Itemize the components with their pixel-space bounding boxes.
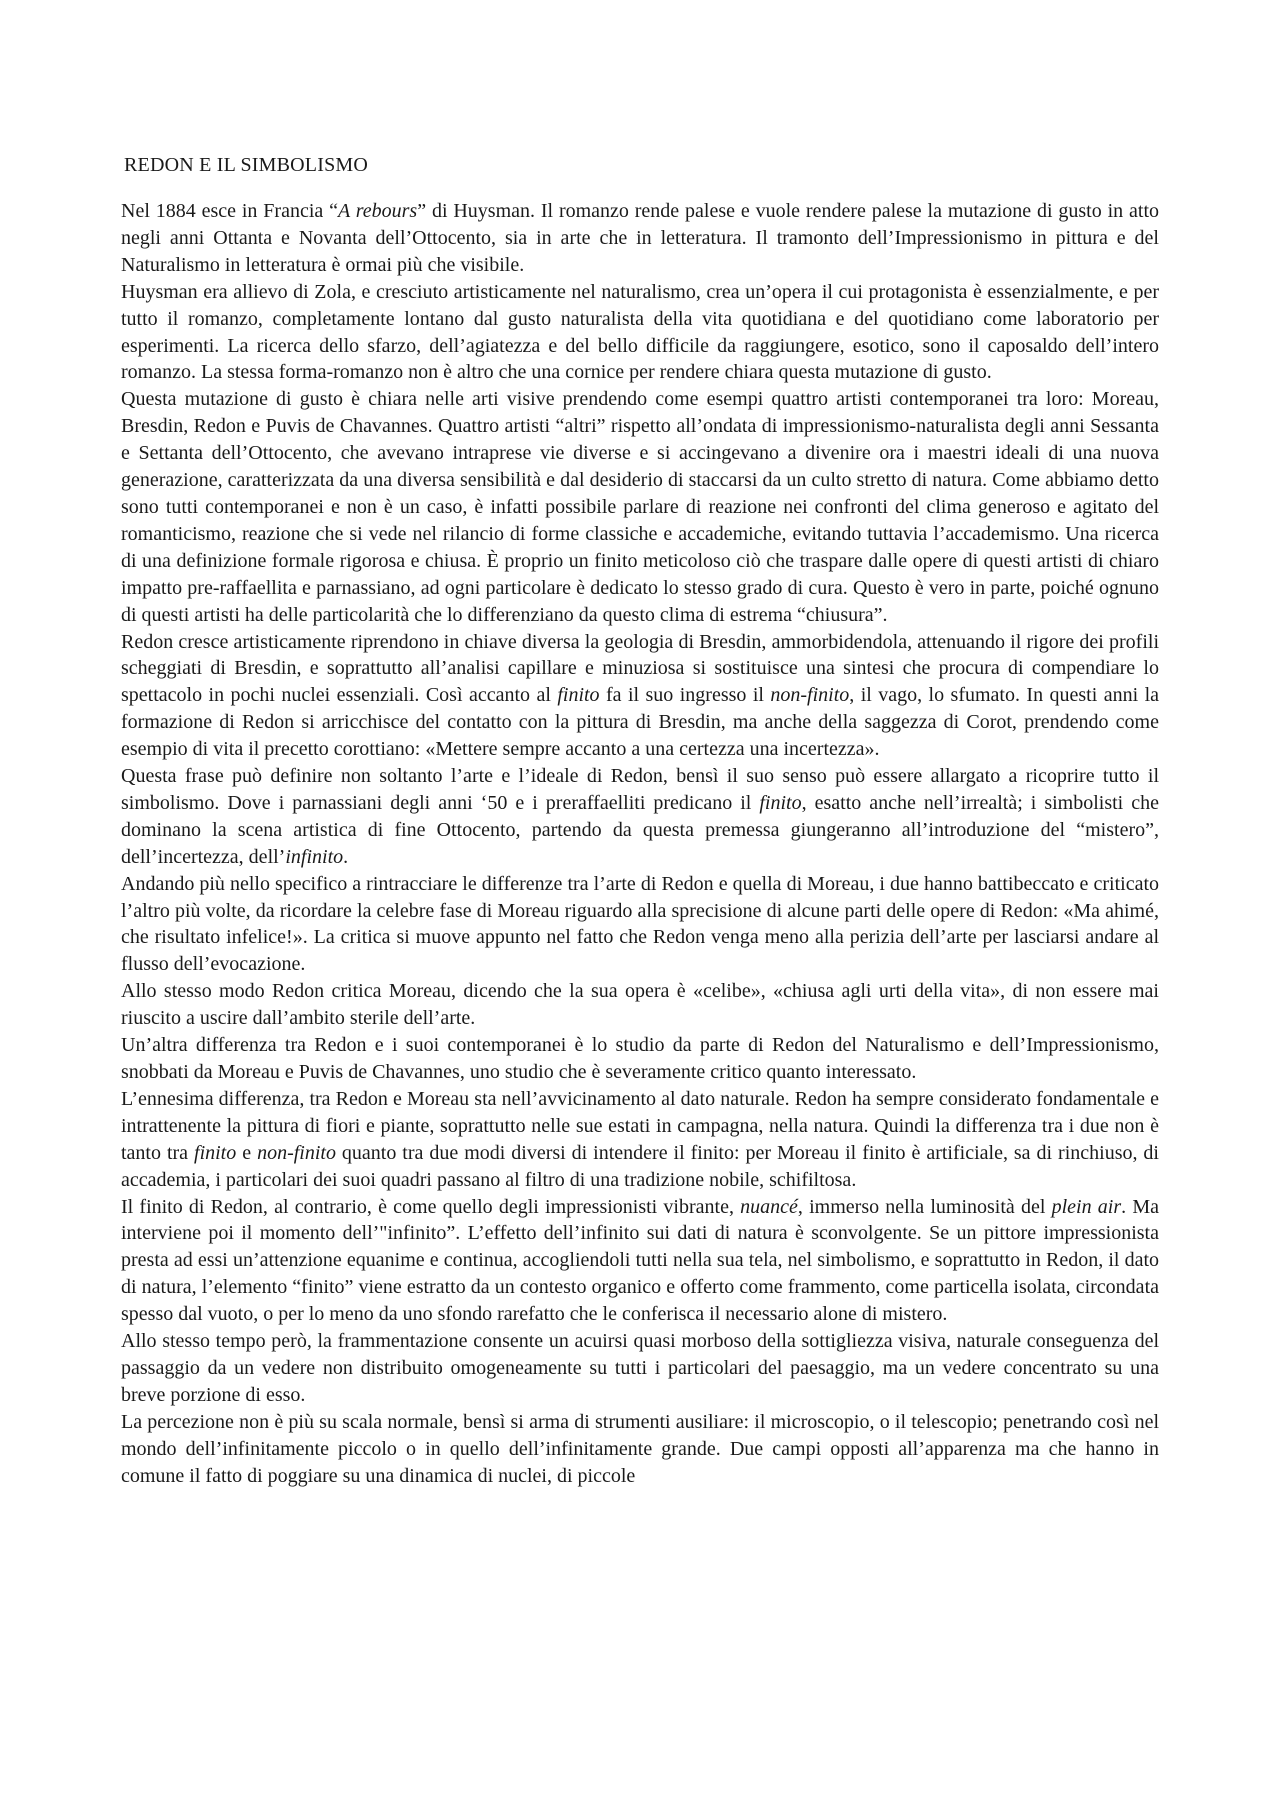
paragraph xyxy=(121,871,1159,979)
paragraph xyxy=(121,763,1159,871)
document-body xyxy=(121,198,1159,1490)
paragraph xyxy=(121,386,1159,628)
text-run: Andando più nello specifico a rintracciare le differenze tra l’arte di Redon e quella di Moreau, i due hanno battibeccato e criticato l’altro più volte, da ricordare la celebre fase di Moreau riguardo alla sprecisione di alcune parti delle opere di Redon: «Ma ahimé, che risultato infelice!». La critica si muove appunto nel fatto che Redon venga meno alla perizia dell’arte per lasciarsi andare al flusso dell’evocazione. xyxy=(121,872,1159,976)
text-run: Allo stesso tempo però, la frammentazione consente un acuirsi quasi morboso della sottigliezza visiva, naturale conseguenza del passaggio da un vedere non distribuito omogeneamente su tutti i particolari del paesaggio, ma un vedere concentrato su una breve porzione di esso. xyxy=(121,1330,1159,1406)
text-run: . Ma interviene poi il momento dell’"infinito”. L’effetto dell’infinito sui dati di natura è sconvolgente. Se un pittore impressionista presta ad essi un’attenzione equanime e continua, accogliendoli tutti nella sua tela, nel simbolismo, e soprattutto in Redon, il dato di natura, l’elemento “finito” viene estratto da un contesto organico e offerto come frammento, come particella isolata, circondata spesso dal vuoto, o per lo meno da uno sfondo rarefatto che le conferisca il necessario alone di mistero. xyxy=(121,1195,1159,1326)
text-run: Questa mutazione di gusto è chiara nelle arti visive prendendo come esempi quattro artisti contemporanei tra loro: Moreau, Bresdin, Redon e Puvis de Chavannes. Quattro artisti “altri” rispetto all’ondata di impressionismo-naturalista degli anni Sessanta e Settanta dell’Ottocento, che avevano intraprese vie diverse e si accingevano a divenire ora i maestri ideali di una nuova generazione, caratterizzata da una diversa sensibilità e dal desiderio di staccarsi da un culto stretto di natura. Come abbiamo detto sono tutti contemporanei e non è un caso, è infatti possibile parlare di reazione nei confronti del clima generoso e agitato del romanticismo, reazione che si vede nel rilancio di forme classiche e accademiche, evitando tuttavia l’accademismo. Una ricerca di una definizione formale rigorosa e chiusa. È proprio un finito meticoloso ciò che traspare dalle opere di questi artisti di chiaro impatto pre-raffaellita e parnassiano, ad ogni particolare è dedicato lo stesso grado di cura. Questo è vero in parte, poiché ognuno di questi artisti ha delle particolarità che lo differenziano da questo clima di estrema “chiusura”. xyxy=(121,388,1159,626)
italic-text: non-finito xyxy=(257,1141,336,1164)
paragraph xyxy=(121,978,1159,1032)
italic-text: finito xyxy=(557,684,600,707)
italic-text: nuancé xyxy=(740,1195,798,1218)
italic-text: A rebours xyxy=(338,200,418,222)
paragraph xyxy=(121,279,1159,387)
text-run: ” di Huysman. Il romanzo rende palese e vuole rendere palese la mutazione di gusto in atto negli anni Ottanta e Novanta dell’Ottocento, sia in arte che in letteratura. Il tramonto dell’Impressionismo in pittura e del Naturalismo in letteratura è ormai più che visibile. xyxy=(121,200,1160,276)
text-run: Un’altra differenza tra Redon e i suoi contemporanei è lo studio da parte di Redon del Naturalismo e dell’Impressionismo, snobbati da Moreau e Puvis de Chavannes, uno studio che è severamente critico quanto interessato. xyxy=(121,1034,1159,1083)
text-run: L’ennesima differenza, tra Redon e Moreau sta nell’avvicinamento al dato naturale. Redon ha sempre considerato fondamentale e intrattenente la pittura di fiori e piante, soprattutto nelle sue estati in campagna, nella natura. Quindi la differenza tra i due non è tanto tra xyxy=(121,1087,1159,1164)
text-run: fa il suo ingresso il xyxy=(599,684,771,707)
italic-text: finito xyxy=(759,791,802,814)
text-run: , esatto anche nell’irrealtà; i simbolisti che dominano la scena artistica di fine Ottocento, partendo da questa premessa giungeranno all’introduzione del “mistero”, dell’incertezza, dell’ xyxy=(121,791,1159,868)
paragraph xyxy=(121,1328,1159,1409)
text-run: Huysman era allievo di Zola, e cresciuto artisticamente nel naturalismo, crea un’opera il cui protagonista è essenzialmente, e per tutto il romanzo, completamente lontano dal gusto naturalista della vita quotidiana e del quotidiano come laboratorio per esperimenti. La ricerca dello sfarzo, dell’agiatezza e del bello difficile da raggiungere, esotico, sono il caposaldo dell’intero romanzo. La stessa forma-romanzo non è altro che una cornice per rendere chiara questa mutazione di gusto. xyxy=(121,280,1159,384)
paragraph xyxy=(121,198,1159,279)
text-run: Nel 1884 esce in Francia “ xyxy=(121,200,338,222)
document-title: REDON E IL SIMBOLISMO xyxy=(124,154,369,176)
italic-text: non-finito xyxy=(770,684,850,707)
italic-text: plein air xyxy=(1051,1195,1122,1218)
text-run: La percezione non è più su scala normale, bensì si arma di strumenti ausiliare: il microscopio, o il telescopio; penetrando così nel mondo dell’infinitamente piccolo o in quello dell’infinitamente grande. Due campi opposti all’apparenza ma che hanno in comune il fatto di poggiare su una dinamica di nuclei, di piccole xyxy=(121,1410,1159,1487)
paragraph xyxy=(121,1194,1159,1329)
text-run: quanto tra due modi diversi di intendere il finito: per Moreau il finito è artificiale, sa di rinchiuso, di accademia, i particolari dei suoi quadri passano al filtro di una tradizione nobile, schifiltosa. xyxy=(121,1141,1159,1191)
text-run: Il finito di Redon, al contrario, è come quello degli impressionisti vibrante, xyxy=(121,1195,741,1218)
paragraph xyxy=(121,1032,1159,1086)
text-run: e xyxy=(236,1141,258,1164)
paragraph xyxy=(121,1086,1159,1194)
text-run: Questa frase può definire non soltanto l’arte e l’ideale di Redon, bensì il suo senso può essere allargato a ricoprire tutto il simbolismo. Dove i parnassiani degli anni ‘50 e i preraffaelliti predicano il xyxy=(121,765,1159,814)
text-run: Allo stesso modo Redon critica Moreau, dicendo che la sua opera è «celibe», «chiusa agli urti della vita», di non essere mai riuscito a uscire dall’ambito sterile dell’arte. xyxy=(121,980,1159,1030)
italic-text: infinito xyxy=(285,845,344,868)
text-run: , il vago, lo sfumato. In questi anni la formazione di Redon si arricchisce del contatto con la pittura di Bresdin, ma anche della saggezza di Corot, prendendo come esempio di vita il precetto corottiano: «Mettere sempre accanto a una certezza una incertezza». xyxy=(121,684,1160,761)
italic-text: finito xyxy=(194,1141,237,1164)
paragraph xyxy=(121,629,1159,764)
text-run: . xyxy=(343,845,349,868)
paragraph xyxy=(121,1409,1159,1490)
text-run: Redon cresce artisticamente riprendono in chiave diversa la geologia di Bresdin, ammorbidendola, attenuando il rigore dei profili scheggiati di Bresdin, e soprattutto all’analisi capillare e minuziosa si sostituisce una sintesi che procura di compendiare lo spettacolo in pochi nuclei essenziali. Così accanto al xyxy=(121,630,1159,707)
text-run: , immerso nella luminosità del xyxy=(797,1195,1052,1218)
